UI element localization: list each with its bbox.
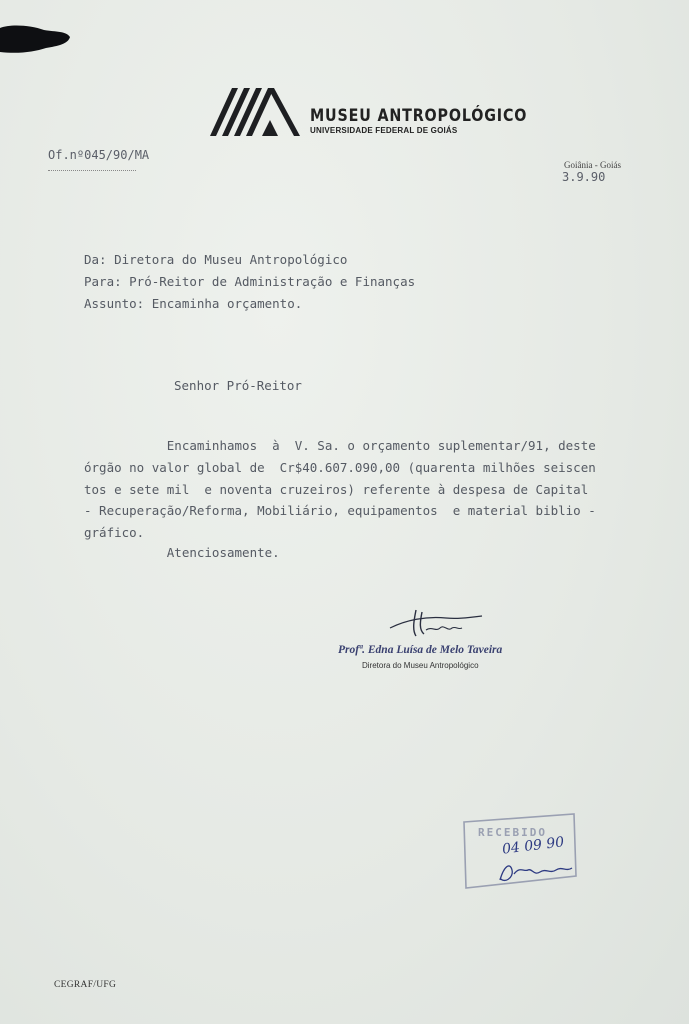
body-line: Encaminhamos à V. Sa. o orçamento suplementar/91, deste xyxy=(84,438,596,453)
body-line: gráfico. xyxy=(84,525,145,540)
body-line: tos e sete mil e noventa cruzeiros) referente à despesa de Capital xyxy=(84,482,589,497)
museum-logo xyxy=(210,86,302,136)
body-line: órgão no valor global de Cr$40.607.090,00 (quarenta milhões seiscen xyxy=(84,460,596,475)
place: Goiânia - Goiás xyxy=(564,160,621,170)
signatory-title: Diretora do Museu Antropológico xyxy=(362,661,479,670)
museum-name: MUSEU ANTROPOLÓGICO xyxy=(310,106,528,126)
letterhead xyxy=(210,86,528,138)
received-date: 04 09 90 xyxy=(501,834,566,858)
salutation: Senhor Pró-Reitor xyxy=(174,378,302,393)
body-line: Atenciosamente. xyxy=(84,545,280,560)
received-signature xyxy=(494,856,574,886)
from-line: Da: Diretora do Museu Antropológico xyxy=(84,252,348,267)
reference-underline xyxy=(48,170,136,171)
ink-blot xyxy=(0,22,72,56)
university-name: UNIVERSIDADE FEDERAL DE GOIÁS xyxy=(310,126,458,135)
subject-line: Assunto: Encaminha orçamento. xyxy=(84,296,303,311)
to-line: Para: Pró-Reitor de Administração e Finanças xyxy=(84,274,416,289)
received-label: RECEBIDO xyxy=(478,826,547,839)
handwritten-signature xyxy=(386,606,486,640)
signatory-name: Profª. Edna Luísa de Melo Taveira xyxy=(338,644,503,656)
letter-date: 3.9.90 xyxy=(562,170,606,184)
body-line: - Recuperação/Reforma, Mobiliário, equipamentos e material biblio - xyxy=(84,503,596,518)
office-reference: Of.nº045/90/MA xyxy=(48,148,150,162)
printer-mark: CEGRAF/UFG xyxy=(54,980,117,990)
